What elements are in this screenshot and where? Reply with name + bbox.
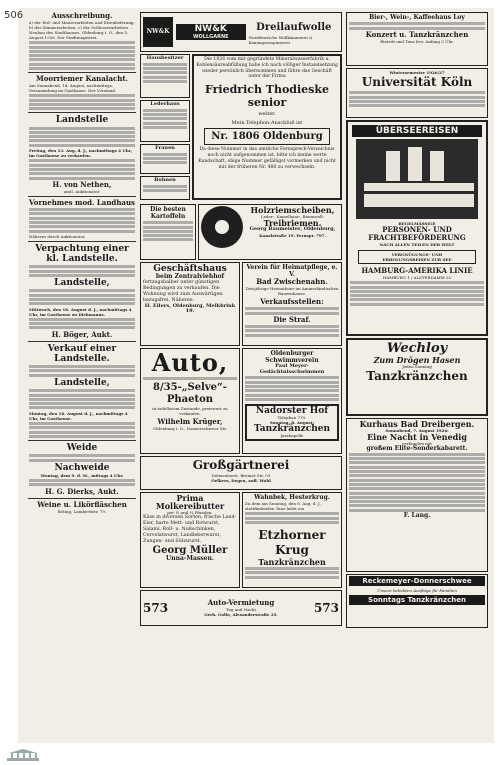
nwk-sub: WOLLGARNE bbox=[176, 34, 246, 40]
ad-text: a) der Erd- und Maurerarbeiten und Eisenlieferung, b) der Zimmerarbeiten, c) der Schlosserarbeiten … Neubau des Stadthauses. Oldenburg i. O., den 5. August 1926. Der Stadtmagistrat. bbox=[29, 20, 135, 40]
ad-text: Freitag, den 13. Aug. d. J., nachmittags 4 Uhr, im Gasthause zu verkaufen. bbox=[29, 148, 132, 159]
ad-landstelle-2 bbox=[28, 278, 136, 339]
ad-title-2: Verkaufsstellen: bbox=[260, 297, 324, 306]
ad-sub-2: PERSONEN- UND bbox=[382, 225, 452, 234]
ad-nadorster-hof bbox=[245, 404, 339, 441]
ad-geschaeftshaus bbox=[140, 262, 240, 346]
footer-strip bbox=[0, 745, 504, 765]
ad-title: Wechloy bbox=[386, 341, 448, 356]
ad-wein bbox=[28, 501, 136, 514]
ad-nachweide bbox=[28, 463, 136, 496]
ad-landstelle-3 bbox=[28, 378, 136, 438]
column-right bbox=[346, 12, 488, 728]
ad-reckemeyer bbox=[346, 574, 488, 628]
ad-title: Auto-Vermietung bbox=[207, 598, 275, 607]
etzhorner-event: Tanzkränzchen bbox=[258, 556, 326, 567]
ad-event: Sonntags Tanzkränzchen bbox=[349, 595, 485, 605]
nadorster-band: Jazzkapelle bbox=[280, 432, 304, 438]
ad-verpachtung bbox=[28, 244, 136, 277]
ad-title: Landstelle, bbox=[54, 278, 110, 289]
ad-text: Diesjährige Heimatfeier im Ammerländischen Bauernhause. bbox=[245, 286, 339, 296]
nadorster-title: Nadorster Hof bbox=[255, 405, 329, 416]
ad-name: Die Straf. bbox=[273, 314, 311, 324]
ad-kanalacht bbox=[28, 75, 136, 110]
auto-text: in tadellosem Zustande, preiswert zu verkaufen. bbox=[152, 405, 228, 416]
ad-addr: Unna-Massen. bbox=[166, 555, 214, 562]
ad-title: Moorriemer Kanalacht. bbox=[35, 74, 129, 84]
ad-title: Landstelle bbox=[55, 115, 109, 126]
ad-text: Unsere beliebten Ausflüge für Familien bbox=[377, 588, 457, 593]
thodieske-intro: Die 1926 vom mir gegründete Mineralwasserfabrik u. Kohlensäureabfüllung habe ich nach völliger Instandsetzung wieder persönlich übernommen und führe das Geschäft unter der Firma bbox=[196, 57, 338, 80]
auto-name: Wilhelm Krüger, bbox=[157, 416, 223, 426]
ad-frauen bbox=[140, 144, 190, 174]
ad-title: Universität Köln bbox=[361, 75, 473, 89]
ad-sub: Konzert u. Tanzkränzchen bbox=[365, 29, 469, 39]
auto-num-left: 573 bbox=[143, 600, 169, 615]
ad-title: Prima Molkereibutter bbox=[155, 493, 225, 511]
ad-sub: verbunden mit bbox=[402, 441, 432, 446]
nadorster-event: Tanzkränzchen bbox=[253, 423, 331, 434]
ad-sub-3: FRACHTBEFÖRDERUNG bbox=[368, 233, 466, 242]
nwk-logo bbox=[143, 17, 173, 47]
ad-wahnbek bbox=[242, 492, 342, 588]
ad-bohnen bbox=[140, 176, 190, 200]
ad-gerberei bbox=[140, 100, 190, 142]
ad-sub: Zum Drögen Hasen bbox=[373, 355, 461, 365]
ad-wechloy bbox=[346, 338, 488, 416]
ad-text: Delmenhorst, Bremer Str. 53 bbox=[211, 473, 271, 478]
nwk-logo-text: NW&K bbox=[146, 28, 170, 36]
ad-text: Eintritt und Tanz frei. Anfang 5 Uhr. bbox=[380, 38, 454, 44]
column-middle bbox=[140, 12, 342, 728]
ad-title: Verkauf einer Landstelle. bbox=[47, 343, 117, 364]
auctioneer-name: H. Böger, Aukt. bbox=[51, 329, 113, 339]
ad-addr: HAMBURG 1 / ALSTERDAMM 25 bbox=[382, 275, 452, 280]
ad-kurhaus-dreibergen bbox=[346, 418, 488, 572]
auctioneer-name: H. G. Dierks, Aukt. bbox=[45, 486, 119, 496]
ad-title: Hausbesitzer bbox=[146, 55, 184, 61]
ad-text: Käse in diversen Sorten, frische Land-Eier, harte Mett- und Rotwurst, Salami, Roll- u. Nußschinken, Cervelatwurst, Landleberwurst, Zungen- und Sülzwurst. bbox=[143, 515, 237, 544]
ad-landhaus bbox=[28, 199, 136, 239]
ad-text: fortzugshalber unter günstigen Bedingungen zu verkaufen. Die Wohnung wird zum Auswärtigen bezugsfrei. Näheres: bbox=[143, 279, 223, 303]
page-number: 506 bbox=[4, 10, 24, 21]
ad-title: Nachweide bbox=[54, 462, 110, 473]
etzhorner-title: Etzhorner Krug bbox=[258, 527, 326, 557]
ad-grossgaertnerei bbox=[140, 456, 342, 490]
ad-landstelle-1 bbox=[28, 115, 136, 194]
nwk-text: Norddeutsche Wollkämmerei & Kammgarnspinnerei bbox=[248, 34, 313, 45]
holz-addr: Kanalstraße 19. Fernspr. 797. bbox=[259, 232, 326, 238]
ad-text: Montag, dem 9. d. M., mittags 4 Uhr. bbox=[40, 472, 124, 478]
ad-sub-2: großem Elite-Sonderkabarett. bbox=[366, 445, 468, 452]
ad-bier-wein-kaffeehaus bbox=[346, 12, 488, 66]
ad-title: ÜBERSEEREISEN bbox=[352, 125, 482, 137]
ad-title: Kurhaus Bad Dreibergen. bbox=[359, 419, 475, 429]
ad-thodieske bbox=[192, 54, 342, 200]
ad-schwimmverein bbox=[242, 348, 342, 454]
ad-text: Am Sonnabend, 14. August, nachmittags, Versammlung im Gasthause. Der Vorstand. bbox=[29, 83, 117, 94]
small-ads-stack bbox=[140, 54, 190, 204]
nadorster-sub: Telephon 770. bbox=[277, 414, 307, 420]
ad-title: Wahnbek, Hesterkrug. bbox=[254, 494, 330, 501]
ad-text: Zu dem am Sonntag, den 8. Aug. d. J., stattfindenden Tanz ladet ein bbox=[245, 501, 322, 511]
ad-event: Tanzkränzchen bbox=[366, 369, 468, 383]
ad-title: Bohnen bbox=[154, 177, 176, 183]
ad-box-2: ERHOLUNGSREISEN ZUR SEE bbox=[382, 257, 452, 262]
ad-sub: Bad Zwischenahn. bbox=[256, 277, 328, 286]
ad-title: Großgärtnerei bbox=[192, 458, 290, 472]
nwk-brand: NW&K bbox=[176, 24, 246, 34]
holz-name: Georg Baumeister, Oldenburg, bbox=[249, 226, 336, 232]
ad-box-1: VERGNÜGUNGS- UND bbox=[391, 252, 443, 257]
ad-date: Sonnabend, 7. August 1926: bbox=[385, 428, 449, 433]
ad-title: Weide bbox=[66, 442, 98, 453]
ad-sub-4: NACH ALLEN TEILEN DER WELT bbox=[379, 242, 455, 247]
ad-kartoffeln bbox=[140, 204, 196, 260]
auto-addr: Oldenburg i. O., Donnerschweer Str. bbox=[153, 425, 227, 431]
ad-sub: Tag und Nacht bbox=[226, 607, 256, 612]
ad-title: Frauen bbox=[155, 145, 175, 151]
ad-heimatpflege bbox=[242, 262, 342, 346]
ad-title: Landstelle, bbox=[54, 377, 110, 388]
nadorster-date: Sonntag, 8. August: bbox=[269, 419, 315, 425]
ad-title: Die besten Kartoffeln bbox=[150, 206, 186, 220]
column-left bbox=[28, 12, 136, 728]
pulley-wheel-icon bbox=[201, 206, 243, 248]
thodieske-text: Da diese Nummer in das amtliche Fernsprech-Verzeichnis noch nicht aufgenommen ist, bitte ich meine werte Kundschaft, obige Nummer gefälligst vormerken und nicht mit der früheren Nr. 480 zu verwechseln. bbox=[198, 147, 336, 170]
ad-auto bbox=[140, 348, 240, 454]
ad-sub: Paul Meyer-Gedächtnisschwimmen bbox=[259, 363, 325, 375]
auto-model: 8/35-„Selve“-Phaeton bbox=[153, 381, 227, 405]
ad-name: F. Lang. bbox=[403, 512, 431, 520]
steamship-illustration bbox=[356, 139, 478, 219]
ad-text: Wintersemester 1926/27 bbox=[389, 70, 445, 75]
ad-title: Reckemeyer-Donnerschwee bbox=[349, 576, 485, 586]
ad-title: Geschäftshaus bbox=[153, 264, 227, 274]
ad-sub: beim Zentralviehhof bbox=[155, 273, 225, 280]
ad-name: Georg Müller bbox=[152, 545, 228, 556]
ad-sub: per ½ und ¼ Pfunden. bbox=[167, 510, 213, 515]
ad-hausbesitzer bbox=[140, 54, 190, 98]
ad-title: Ausschreibung. bbox=[51, 12, 113, 20]
holz-sub: Leder-, Kamelhaar-, Baumwoll- bbox=[260, 214, 325, 219]
ad-name: Oelkers, Degen, aufl. Wohl bbox=[211, 478, 271, 483]
ad-weide bbox=[28, 443, 136, 462]
ad-text: Montag, den 16. August d. J., nachmittags 4 Uhr, im Gasthause. bbox=[29, 410, 128, 421]
ad-title: Weine u. Likörfläschen bbox=[37, 499, 127, 509]
holz-title2: Treibriemen. bbox=[263, 218, 322, 228]
auctioneer-name: H. von Nethen, bbox=[52, 179, 112, 189]
holz-title: Holzriemscheiben, bbox=[250, 205, 335, 215]
nwk-product: Dreilaufwolle bbox=[256, 21, 332, 33]
ad-title: Bier-, Wein-, Kaffeehaus Loy bbox=[369, 14, 465, 21]
library-building-logo-icon bbox=[6, 748, 40, 762]
ad-text: Näheres durch Auktionator. bbox=[29, 233, 86, 239]
ad-holzriemscheiben bbox=[198, 204, 342, 260]
ad-title: Oldenburger Schwimmverein bbox=[265, 350, 319, 364]
ad-title: Vornehmes mod. Landhaus bbox=[29, 197, 135, 207]
ad-autovermietung bbox=[140, 590, 342, 626]
ad-line: HAMBURG-AMERIKA LINIE bbox=[361, 266, 473, 275]
thodieske-name: Friedrich Thodieske senior bbox=[205, 83, 329, 110]
ad-title: Lederhaus bbox=[150, 101, 180, 107]
ad-addr: Gerh. Gollo, Alexanderstraße 25. bbox=[204, 612, 278, 617]
ad-hamburg-amerika-linie bbox=[346, 120, 488, 336]
ad-sub: REGELMÄSSIGE bbox=[398, 221, 436, 226]
ad-text: Böting, Lambertistr. 79. bbox=[57, 508, 107, 514]
thodieske-cont: weiter. bbox=[258, 111, 276, 118]
ad-name: H. Eilers, Oldenburg, Melkbrink 19. bbox=[144, 302, 236, 315]
ad-event: Eine Nacht in Venedig bbox=[367, 432, 467, 442]
auctioneer-title: amtl. Auktionator. bbox=[63, 188, 101, 194]
auto-num-right: 573 bbox=[313, 600, 339, 615]
auto-title: Auto, bbox=[151, 348, 229, 377]
ad-nwk bbox=[140, 12, 342, 52]
thodieske-tel: Nr. 1806 Oldenburg bbox=[204, 128, 330, 145]
thodieske-tel-label: Mein Telephon-Anschluß ist bbox=[231, 119, 303, 126]
ad-title: Verpachtung einer kl. Landstelle. bbox=[35, 243, 129, 264]
ad-ausschreibung bbox=[28, 12, 136, 70]
ad-verkauf bbox=[28, 344, 136, 377]
ad-universitaet-koeln bbox=[346, 68, 488, 118]
ad-day: Jeden Sonntag bbox=[402, 364, 432, 369]
ad-text: Mittwoch, den 18. August d. J., nachmittags 4 Uhr, im Gasthause zu Diekmanns. bbox=[29, 306, 132, 317]
ad-title: Verein für Heimatpflege, e. V. bbox=[246, 264, 338, 278]
ad-molkereibutter bbox=[140, 492, 240, 588]
